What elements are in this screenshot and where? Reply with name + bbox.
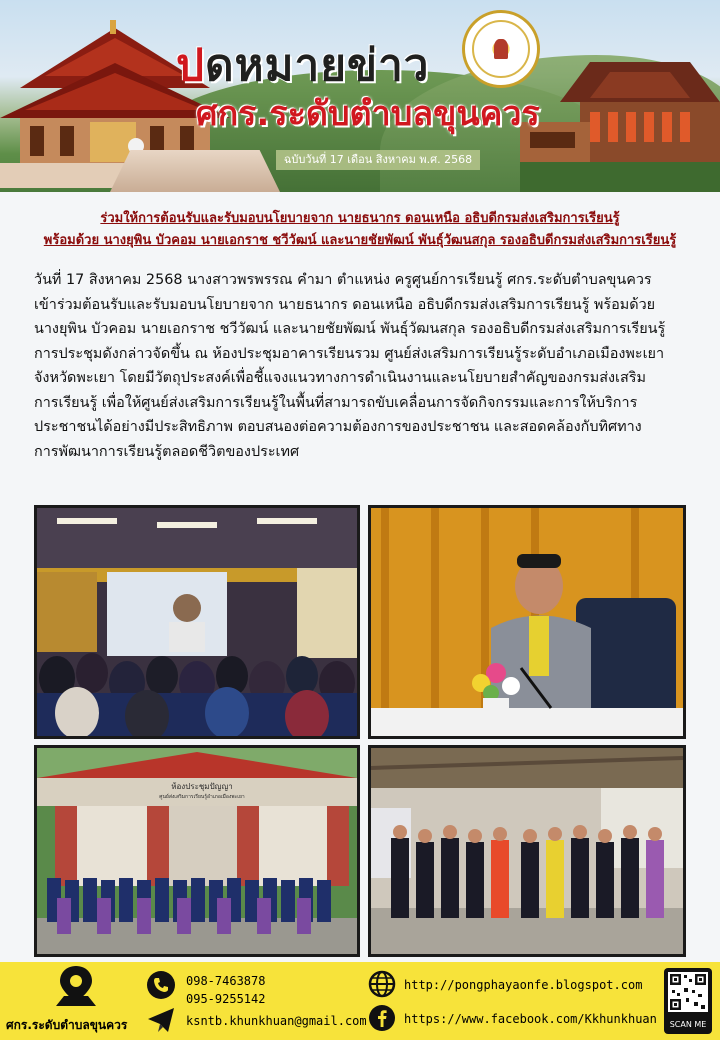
facebook-icon bbox=[368, 1004, 396, 1032]
body-line: ประชาชนได้อย่างมีประสิทธิภาพ ตอบสนองต่อความต้องการของประชาชน และสอดคล้องกับทิศทาง bbox=[34, 419, 642, 435]
headline-line-2: พร้อมด้วย นางยุพิน บัวคอม นายเอกราช ชวีวัฒน์ และนายชัยพัฒน์ พันธุ์วัฒนสกุล รองอธิบดีกรมส่งเสริมการเรียนรู้ bbox=[43, 233, 677, 248]
building-sign-title: ห้องประชุมปัญญา bbox=[171, 782, 233, 791]
footer-org-name: ศกร.ระดับตำบลขุนควร bbox=[6, 1018, 128, 1032]
body-line: การเรียนรู้ เพื่อให้ศูนย์ส่งเสริมการเรียนรู้ในพื้นที่สามารถขับเคลื่อนการจัดกิจกรรมและการให้บริการ bbox=[34, 394, 638, 411]
issue-date: ฉบับวันที่ 17 เดือน สิงหาคม พ.ศ. 2568 bbox=[276, 150, 480, 170]
photo-group-shelter-image bbox=[371, 748, 683, 954]
scan-me-label: SCAN ME bbox=[669, 1020, 707, 1029]
body-line: การพัฒนาการเรียนรู้ตลอดชีวิตของประเทศ bbox=[34, 443, 300, 460]
globe-icon bbox=[368, 970, 396, 998]
email-link[interactable]: ksntb.khunkhuan@gmail.com bbox=[186, 1014, 367, 1028]
body-line: การประชุมดังกล่าวจัดขึ้น ณ ห้องประชุมอาคารเรียนรวม ศูนย์ส่งเสริมการเรียนรู้ระดับอำเภอเมืองพะเยา bbox=[34, 345, 665, 362]
photo-group-shelter bbox=[368, 745, 686, 957]
location-pin-icon bbox=[52, 964, 100, 1008]
photo-meeting-audience bbox=[34, 505, 360, 739]
news-headline bbox=[20, 208, 700, 252]
phone-number-1[interactable]: 098-7463878 bbox=[186, 974, 266, 988]
photo-group-building-image bbox=[37, 748, 357, 954]
newsletter-title-first-char: ป bbox=[176, 40, 205, 91]
news-body bbox=[34, 268, 684, 464]
photo-meeting-audience-image bbox=[37, 508, 357, 736]
phone-number-2[interactable]: 095-9255142 bbox=[186, 992, 266, 1006]
headline-line-1: ร่วมให้การต้อนรับและรับมอบนโยบายจาก นายธนากร ดอนเหนือ อธิบดีกรมส่งเสริมการเรียนรู้ bbox=[100, 211, 620, 226]
photo-group-building bbox=[34, 745, 360, 957]
building-sign-subtitle: ศูนย์ส่งเสริมการเรียนรู้อำเภอเมืองพะเยา bbox=[159, 794, 245, 800]
newsletter-title-rest: ดหมายข่าว bbox=[204, 40, 430, 91]
qr-code-pattern bbox=[668, 972, 708, 1012]
temple-stairs bbox=[110, 150, 280, 192]
photo-speaker-image bbox=[371, 508, 683, 736]
body-line: วันที่ 17 สิงหาคม 2568 นางสาวพรพรรณ คำมา ตำแหน่ง ครูศูนย์การเรียนรู้ ศกร.ระดับตำบลขุนควร bbox=[34, 272, 652, 288]
newsletter-subtitle: ศกร.ระดับตำบลขุนควร bbox=[196, 94, 540, 134]
facebook-link[interactable]: https://www.facebook.com/Kkhunkhuan bbox=[404, 1012, 657, 1026]
header-banner bbox=[0, 0, 720, 192]
body-line: นางยุพิน บัวคอม นายเอกราช ชวีวัฒน์ และนายชัยพัฒน์ พันธุ์วัฒนสกุล รองอธิบดีกรมส่งเสริมการเรียนรู้ bbox=[34, 321, 666, 337]
body-line: จังหวัดพะเยา โดยมีวัตถุประสงค์เพื่อชี้แจงแนวทางการดำเนินงานและนโยบายสำคัญของกรมส่งเสริม bbox=[34, 370, 646, 386]
photo-speaker bbox=[368, 505, 686, 739]
organization-seal-logo bbox=[462, 10, 540, 88]
house-illustration bbox=[520, 62, 720, 192]
send-icon bbox=[146, 1006, 176, 1034]
phone-icon bbox=[146, 970, 176, 1000]
website-link[interactable]: http://pongphayaonfe.blogspot.com bbox=[404, 978, 643, 992]
body-line: เข้าร่วมต้อนรับและรับมอบนโยบายจาก นายธนากร ดอนเหนือ อธิบดีกรมส่งเสริมการเรียนรู้ พร้อมด้วย bbox=[34, 296, 656, 313]
